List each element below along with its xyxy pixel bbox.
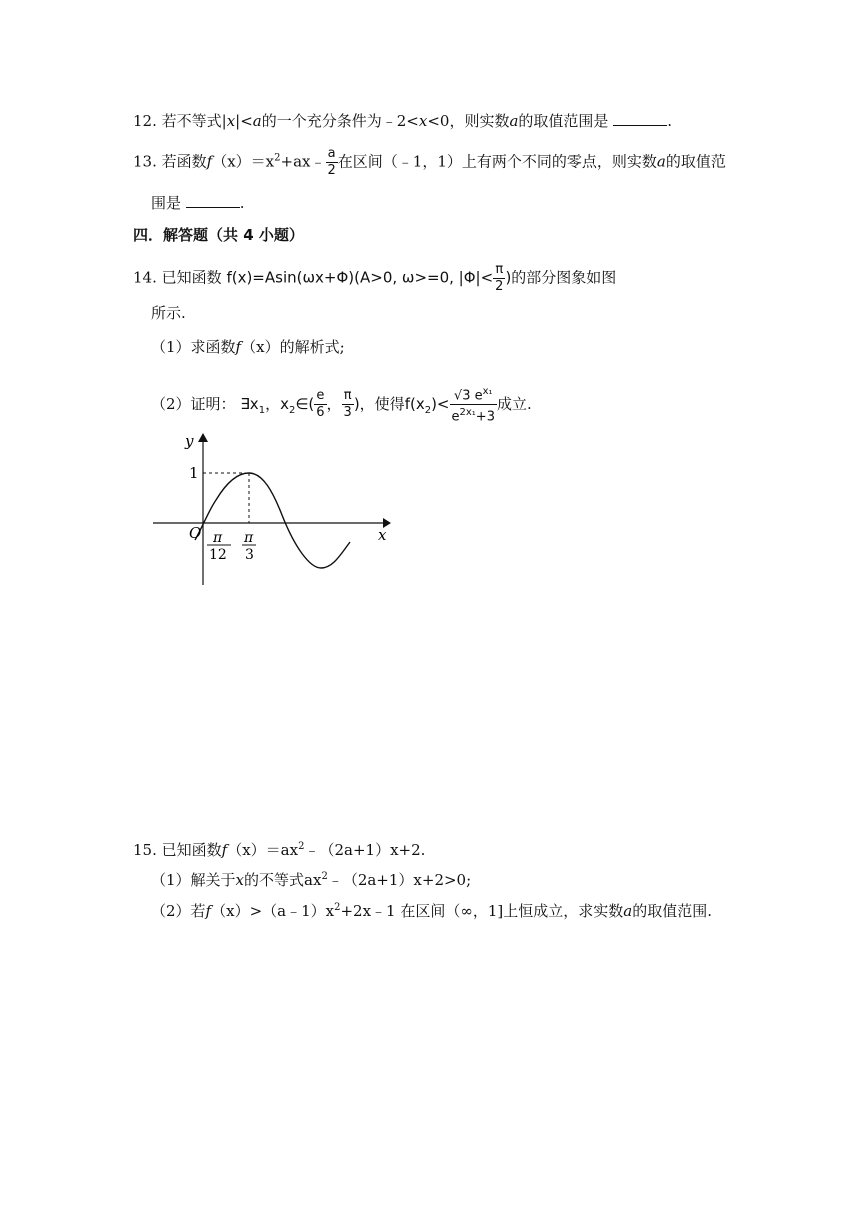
fraction: $\frac{\pi}{3}$ xyxy=(343,388,352,421)
question-text: ﹣（2a+1）x+2>0; xyxy=(327,871,472,889)
question-13 xyxy=(133,146,726,179)
section-heading: 四．解答题（共 4 小题） xyxy=(133,226,304,244)
question-text: +2x﹣1 在区间（∞，1]上恒成立，求实数 xyxy=(340,902,624,920)
question-text: 的部分图象如图 xyxy=(511,268,617,287)
formula: f(x)=Asin(ωx+Φ)(A>0, ω>=0, |Φ|< xyxy=(226,268,494,287)
question-text: 围是 xyxy=(151,194,182,212)
question-12 xyxy=(133,110,672,132)
question-14-part1 xyxy=(151,336,345,358)
x-tick-numerator: π xyxy=(213,530,223,546)
var-f: f xyxy=(221,841,228,859)
formula: $\exists x_1$，$x_2\in$( xyxy=(240,394,315,416)
formula: ) xyxy=(505,268,512,287)
y-axis-label: y xyxy=(185,432,194,450)
question-15 xyxy=(133,836,425,861)
question-text: <0，则实数 xyxy=(427,112,510,130)
question-text: （x）＝ax xyxy=(227,841,299,859)
question-14 xyxy=(133,262,616,295)
question-number: 12. xyxy=(133,112,157,130)
var-f: f xyxy=(235,338,242,356)
fraction: $\frac{e}{6}$ xyxy=(316,388,325,421)
var-a: a xyxy=(509,112,519,130)
var-x: x xyxy=(226,112,236,130)
answer-blank[interactable] xyxy=(613,111,667,126)
question-14-line2 xyxy=(151,302,186,324)
question-text: ﹣（2a+1）x+2. xyxy=(304,841,426,859)
question-text: （x）＝x xyxy=(212,152,275,171)
function-graph xyxy=(145,430,405,600)
question-text: . xyxy=(239,194,245,212)
question-text: 的取值范围是 xyxy=(518,112,609,130)
var-x: x xyxy=(418,112,428,130)
formula: )，使得 xyxy=(353,394,405,413)
question-number: 15. xyxy=(133,841,157,859)
question-15-part1 xyxy=(151,866,471,891)
var-x: x xyxy=(235,871,245,889)
var-a: a xyxy=(252,112,262,130)
question-text: 若函数 xyxy=(161,152,207,171)
var-a: a xyxy=(656,152,666,171)
x-tick-denominator: 3 xyxy=(245,547,254,563)
question-text: 若不等式| xyxy=(161,112,227,130)
denominator: 2 xyxy=(495,279,504,294)
question-text: （1）解关于 xyxy=(151,871,236,889)
question-text: 的不等式 xyxy=(244,871,305,889)
numerator: π xyxy=(493,262,505,279)
x-axis-label: x xyxy=(378,526,387,544)
question-text: （2）若 xyxy=(151,902,206,920)
question-14-part2: （2）证明： $\exists x_1$，$x_2\in$( $\frac{e}{6}$ ， $\frac{\pi}{3}$ )，使得$f(x_2)<$ $\frac{√3 e^{x_1}}{e^{2x_1}+3}$ 成立. xyxy=(151,386,532,425)
question-text: 的取值范 xyxy=(665,152,726,171)
question-text: 已知函数 xyxy=(161,841,222,859)
formula: $f(x_2)<$ xyxy=(404,394,450,416)
var-f: f xyxy=(206,152,213,171)
fraction: $\frac{√3 e^{x_1}}{e^{2x_1}+3}$ xyxy=(451,386,495,425)
numerator: a xyxy=(326,146,338,163)
question-text: |< xyxy=(235,112,253,130)
question-number: 14. xyxy=(133,268,157,287)
question-text: 的一个充分条件为﹣2< xyxy=(261,112,419,130)
question-text: +ax﹣ xyxy=(280,152,326,171)
x-tick-denominator: 12 xyxy=(209,547,227,563)
y-tick-label: 1 xyxy=(189,464,199,482)
question-15-part2 xyxy=(151,897,712,922)
question-text: 的取值范围. xyxy=(632,902,712,920)
y-axis-arrow xyxy=(198,433,208,442)
question-text: 所示. xyxy=(151,304,186,322)
question-text: （1）求函数 xyxy=(151,338,236,356)
question-text: （x）的解析式; xyxy=(241,338,345,356)
var-a: a xyxy=(623,902,633,920)
exponent: 2 xyxy=(334,902,341,913)
question-text: 在区间（﹣1，1）上有两个不同的零点，则实数 xyxy=(337,152,657,171)
x-tick-numerator: π xyxy=(244,530,254,546)
var-f: f xyxy=(205,902,212,920)
fraction xyxy=(493,262,505,295)
exponent: 2 xyxy=(298,841,305,852)
question-text: 已知函数 xyxy=(161,268,222,287)
exponent: 2 xyxy=(274,152,281,164)
denominator: 2 xyxy=(327,163,336,178)
fraction xyxy=(326,146,338,179)
question-text: （x）>（a﹣1）x xyxy=(211,902,335,920)
question-text: （2）证明： xyxy=(151,394,236,413)
origin-label: O xyxy=(189,524,202,542)
question-text: . xyxy=(667,112,672,130)
formula: ax xyxy=(304,871,322,889)
answer-blank[interactable] xyxy=(186,193,240,208)
question-13-line2 xyxy=(151,192,245,214)
question-text: 成立. xyxy=(496,394,532,413)
question-number: 13. xyxy=(133,152,157,171)
exponent: 2 xyxy=(321,871,328,882)
